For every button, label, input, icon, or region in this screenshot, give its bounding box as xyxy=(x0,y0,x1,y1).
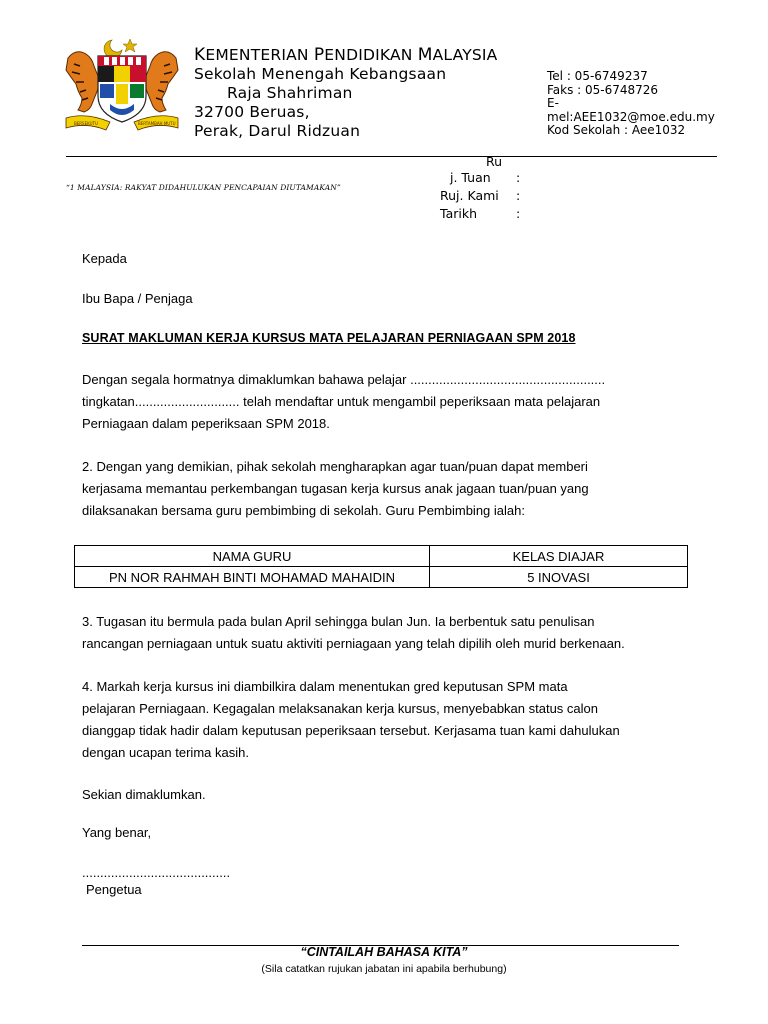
paragraph-2 xyxy=(82,456,679,522)
paragraph-line: 2. Dengan yang demikian, pihak sekolah mengharapkan agar tuan/puan dapat memberi xyxy=(82,459,588,474)
paragraph-line: dengan ucapan terima kasih. xyxy=(82,745,249,760)
contact-email: mel:AEE1032@moe.edu.my xyxy=(547,109,715,124)
recipient-kepada: Kepada xyxy=(82,251,127,266)
school-name-line2: Raja Shahriman xyxy=(227,84,353,102)
paragraph-line: rancangan perniagaan untuk suatu aktiviti perniagaan yang telah dipilih oleh murid berkenaan. xyxy=(82,636,625,651)
ref-tarikh-label: Tarikh xyxy=(440,206,477,221)
coat-of-arms-logo xyxy=(60,36,184,136)
table-header-row xyxy=(75,546,688,567)
header-divider xyxy=(66,156,717,157)
ref-ru-label: Ru xyxy=(486,154,503,169)
paragraph-line: Perniagaan dalam peperiksaan SPM 2018. xyxy=(82,416,330,431)
ref-tuan-colon: : xyxy=(516,170,521,185)
paragraph-line: Dengan segala hormatnya dimaklumkan bahawa pelajar ...................................................... xyxy=(82,372,606,387)
recipient-name: Ibu Bapa / Penjaga xyxy=(82,291,193,306)
table-row xyxy=(75,567,688,588)
ref-kami-label: Ruj. Kami xyxy=(440,188,499,203)
address-line1: 32700 Beruas, xyxy=(194,103,310,121)
school-name-line1: Sekolah Menengah Kebangsaan xyxy=(194,65,447,83)
table-cell: 5 INOVASI xyxy=(430,567,688,588)
letterhead-block xyxy=(194,46,497,141)
paragraph-line: tingkatan............................. telah mendaftar untuk mengambil peperiksaan mata pelajaran xyxy=(82,394,601,409)
teacher-table xyxy=(74,545,688,588)
closing-text: Sekian dimaklumkan. xyxy=(82,787,206,802)
contact-block xyxy=(547,70,715,138)
contact-faks: Faks : 05-6748726 xyxy=(547,82,659,97)
yang-benar-text: Yang benar, xyxy=(82,825,152,840)
paragraph-line: pelajaran Perniagaan. Kegagalan melaksanakan kerja kursus, menyebabkan status calon xyxy=(82,701,598,716)
crest-banner-right-text: BERTAMBAH MUTU xyxy=(138,121,176,126)
paragraph-1 xyxy=(82,369,679,435)
signatory-title: Pengetua xyxy=(86,882,142,897)
footer-note: (Sila catatkan rujukan jabatan ini apabila berhubung) xyxy=(261,963,507,975)
address-line2: Perak, Darul Ridzuan xyxy=(194,122,361,140)
paragraph-line: 4. Markah kerja kursus ini diambilkira dalam menentukan gred keputusan SPM mata xyxy=(82,679,568,694)
table-header-cell: KELAS DIAJAR xyxy=(430,546,688,567)
table-cell: PN NOR RAHMAH BINTI MOHAMAD MAHAIDIN xyxy=(75,567,430,588)
letter-title: SURAT MAKLUMAN KERJA KURSUS MATA PELAJARAN PERNIAGAAN SPM 2018 xyxy=(82,331,576,345)
ref-tarikh-colon: : xyxy=(516,206,521,221)
crest-banner-left-text: BERSEKUTU xyxy=(74,121,98,126)
paragraph-3 xyxy=(82,611,679,655)
ministry-name: KEMENTERIAN PENDIDIKAN MALAYSIA xyxy=(194,45,498,65)
paragraph-line: dilaksanakan bersama guru pembimbing di sekolah. Guru Pembimbing ialah: xyxy=(82,503,525,518)
slogan-text: “1 MALAYSIA: RAKYAT DIDAHULUKAN PENCAPAIAN DIUTAMAKAN” xyxy=(66,183,341,192)
contact-email-prefix: E- xyxy=(547,96,559,110)
table-header-cell: NAMA GURU xyxy=(75,546,430,567)
paragraph-line: dianggap tidak hadir dalam keputusan peperiksaan tersebut. Kerjasama tuan kami dahulukan xyxy=(82,723,620,738)
paragraph-line: 3. Tugasan itu bermula pada bulan April sehingga bulan Jun. Ia berbentuk satu penulisan xyxy=(82,614,595,629)
signature-line: ......................................... xyxy=(82,865,231,880)
footer-motto: “CINTAILAH BAHASA KITA” xyxy=(300,945,468,959)
ref-tuan-label: j. Tuan xyxy=(450,170,491,185)
contact-tel: Tel : 05-6749237 xyxy=(547,69,648,83)
ref-kami-colon: : xyxy=(516,188,521,203)
paragraph-line: kerjasama memantau perkembangan tugasan kerja kursus anak jagaan tuan/puan yang xyxy=(82,481,589,496)
contact-school-code: Kod Sekolah : Aee1032 xyxy=(547,123,686,137)
paragraph-4 xyxy=(82,676,679,764)
